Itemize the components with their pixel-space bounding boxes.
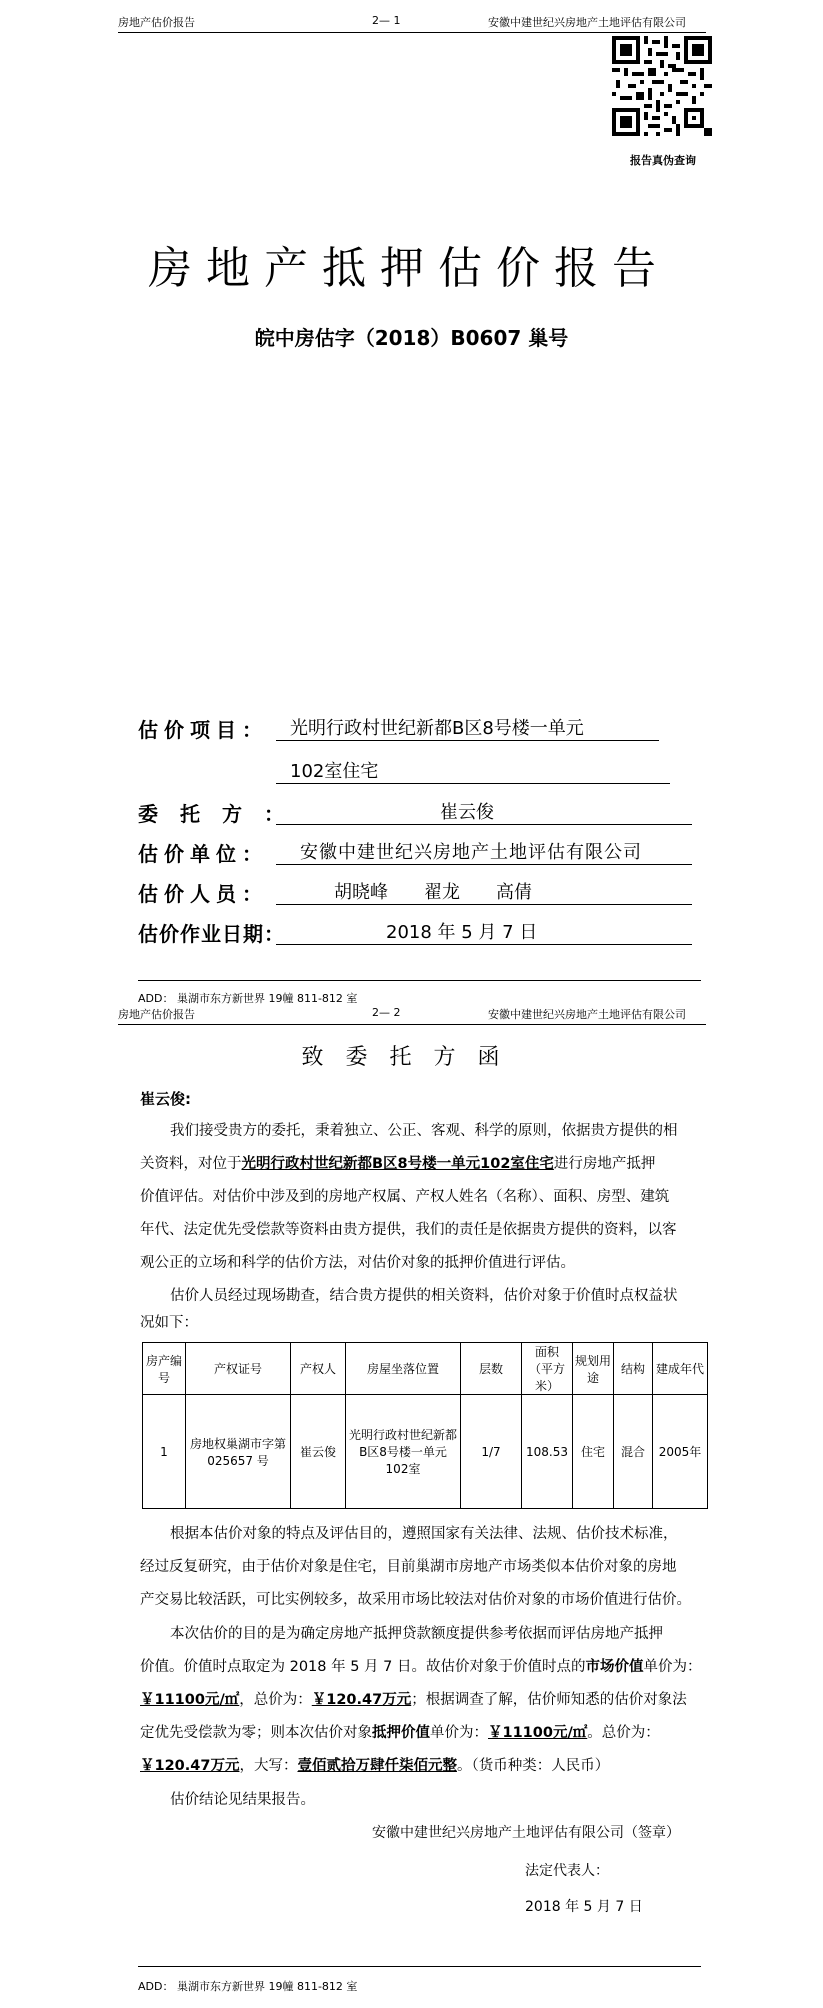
project-value-line2: 102室住宅 — [290, 761, 379, 782]
p4-line-5 — [140, 1750, 740, 1783]
page1-header-page: 2— 1 — [372, 14, 401, 27]
date-value: 2018 年 5 月 7 日 — [386, 922, 538, 943]
page1-footer-address: ADD： 巢湖市东方新世界 19幢 811-812 室 — [138, 992, 358, 1005]
td-use: 住宅 — [573, 1395, 614, 1509]
signature-date: 2018 年 5 月 7 日 — [525, 1899, 643, 1915]
p3-line-1: 根据本估价对象的特点及评估目的，遵照国家有关法律、法规、估价技术标准， — [170, 1526, 678, 1542]
paragraph-5: 估价结论见结果报告。 — [170, 1792, 315, 1808]
letter-title: 致委托方函 — [301, 1045, 522, 1070]
p4-text-4: ；根据调查了解，估价师知悉的估价对象法 — [411, 1692, 687, 1708]
td-structure: 混合 — [614, 1395, 653, 1509]
market-value-label: 市场价值 — [585, 1659, 644, 1675]
page2-footer-rule — [138, 1966, 701, 1967]
p4-text-2: 单价为： — [643, 1659, 702, 1675]
market-unit-price: ￥11100元/㎡ — [140, 1692, 240, 1708]
page1-header-left: 房地产估价报告 — [118, 16, 195, 29]
td-year: 2005年 — [653, 1395, 708, 1509]
report-title: 房地产抵押估价报告 — [148, 243, 670, 294]
td-location: 光明行政村世纪新都B区8号楼一单元102室 — [346, 1395, 461, 1509]
th-use: 规划用途 — [573, 1343, 614, 1395]
paragraph-4 — [140, 1618, 740, 1783]
signature-company: 安徽中建世纪兴房地产土地评估有限公司（签章） — [372, 1825, 680, 1841]
td-area: 108.53 — [522, 1395, 573, 1509]
p1-line-4: 年代、法定优先受偿款等资料由贵方提供，我们的责任是依据贵方提供的资料，以客 — [140, 1222, 677, 1238]
date-underline — [276, 944, 692, 945]
page1-header-right: 安徽中建世纪兴房地产土地评估有限公司 — [488, 16, 686, 29]
mortgage-unit-price: ￥11100元/㎡ — [488, 1725, 588, 1741]
property-table — [142, 1342, 708, 1509]
p4-text-7: 。总价为： — [587, 1725, 660, 1741]
p1-line-5: 观公正的立场和科学的估价方法，对估价对象的抵押价值进行评估。 — [140, 1255, 575, 1271]
p4-text-5: 定优先受偿款为零；则本次估价对象 — [140, 1725, 372, 1741]
unit-value: 安徽中建世纪兴房地产土地评估有限公司 — [300, 842, 642, 863]
p4-line-3 — [140, 1684, 740, 1717]
paragraph-3 — [140, 1518, 740, 1617]
page1-header-rule — [118, 32, 706, 33]
p4-text-3: ，总价为： — [239, 1692, 312, 1708]
staff-underline — [276, 904, 692, 905]
th-owner: 产权人 — [291, 1343, 346, 1395]
unit-underline — [276, 864, 692, 865]
th-structure: 结构 — [614, 1343, 653, 1395]
p3-line-2: 经过反复研究，由于估价对象是住宅，目前巢湖市房地产市场类似本估价对象的房地 — [140, 1559, 677, 1575]
th-year: 建成年代 — [653, 1343, 708, 1395]
page1-footer-rule — [138, 980, 701, 981]
client-underline — [276, 824, 692, 825]
td-owner: 崔云俊 — [291, 1395, 346, 1509]
td-id: 1 — [143, 1395, 186, 1509]
p1-line-1: 我们接受贵方的委托，秉着独立、公正、客观、科学的原则，依据贵方提供的相 — [170, 1123, 678, 1139]
p4-text-9: 。（货币种类：人民币） — [456, 1758, 610, 1774]
qr-code-icon — [612, 36, 712, 136]
client-label: 委托方： — [138, 802, 306, 826]
property-address-bold: 光明行政村世纪新都B区8号楼一单元102室住宅 — [241, 1156, 554, 1172]
staff-label: 估价人员： — [138, 882, 268, 906]
market-total-price: ￥120.47万元 — [311, 1692, 412, 1708]
staff-value: 胡晓峰 翟龙 高倩 — [334, 882, 532, 903]
salutation: 崔云俊: — [140, 1090, 191, 1108]
page2-header-right: 安徽中建世纪兴房地产土地评估有限公司 — [488, 1008, 686, 1021]
p2-line-1: 估价人员经过现场勘查，结合贵方提供的相关资料，估价对象于价值时点权益状 — [170, 1288, 678, 1304]
th-cert: 产权证号 — [186, 1343, 291, 1395]
project-value-line1: 光明行政村世纪新都B区8号楼一单元 — [290, 718, 584, 739]
td-cert: 房地权巢湖市字第 025657 号 — [186, 1395, 291, 1509]
th-area: 面积（平方米） — [522, 1343, 573, 1395]
paragraph-2 — [140, 1280, 740, 1333]
td-floors: 1/7 — [461, 1395, 522, 1509]
p4-line-2 — [140, 1651, 740, 1684]
page2-header-page: 2— 2 — [372, 1006, 401, 1019]
signature-legal-rep: 法定代表人： — [525, 1863, 609, 1879]
client-value: 崔云俊 — [440, 802, 494, 823]
project-underline — [276, 740, 659, 741]
date-label: 估价作业日期： — [138, 922, 285, 946]
p4-line-1: 本次估价的目的是为确定房地产抵押贷款额度提供参考依据而评估房地产抵押 — [170, 1626, 663, 1642]
project-label: 估价项目： — [138, 718, 268, 742]
p3-line-3: 产交易比较活跃，可比实例较多，故采用市场比较法对估价对象的市场价值进行估价。 — [140, 1592, 691, 1608]
total-price-in-words: 壹佰贰拾万肆仟柒佰元整 — [297, 1758, 457, 1774]
th-location: 房屋坐落位置 — [346, 1343, 461, 1395]
unit-label: 估价单位： — [138, 842, 268, 866]
paragraph-1 — [140, 1115, 740, 1280]
table-row — [143, 1395, 708, 1509]
p1-text: 关资料，对位于 — [140, 1156, 242, 1172]
p1-line-2 — [140, 1148, 740, 1181]
p4-line-4 — [140, 1717, 740, 1750]
page2-header-left: 房地产估价报告 — [118, 1008, 195, 1021]
mortgage-value-label: 抵押价值 — [372, 1725, 430, 1741]
page2-footer-address: ADD： 巢湖市东方新世界 19幢 811-812 室 — [138, 1980, 358, 1993]
page2-header-rule — [118, 1024, 706, 1025]
mortgage-total-price: ￥120.47万元 — [140, 1758, 240, 1774]
p4-text: 价值。价值时点取定为 2018 年 5 月 7 日。故估价对象于价值时点的 — [140, 1659, 586, 1675]
th-floors: 层数 — [461, 1343, 522, 1395]
p1-line-3: 价值评估。对估价中涉及到的房地产权属、产权人姓名（名称）、面积、房型、建筑 — [140, 1189, 670, 1205]
th-id: 房产编号 — [143, 1343, 186, 1395]
p4-text-6: 单价为： — [430, 1725, 488, 1741]
qr-caption: 报告真伪查询 — [630, 154, 696, 167]
p1-text-2: 进行房地产抵押 — [553, 1156, 656, 1172]
report-number: 皖中房估字（2018）B0607 巢号 — [254, 326, 569, 350]
p2-line-2: 况如下： — [140, 1315, 198, 1331]
table-header-row — [143, 1343, 708, 1395]
project-underline-2 — [276, 783, 670, 784]
p4-text-8: ，大写： — [239, 1758, 298, 1774]
